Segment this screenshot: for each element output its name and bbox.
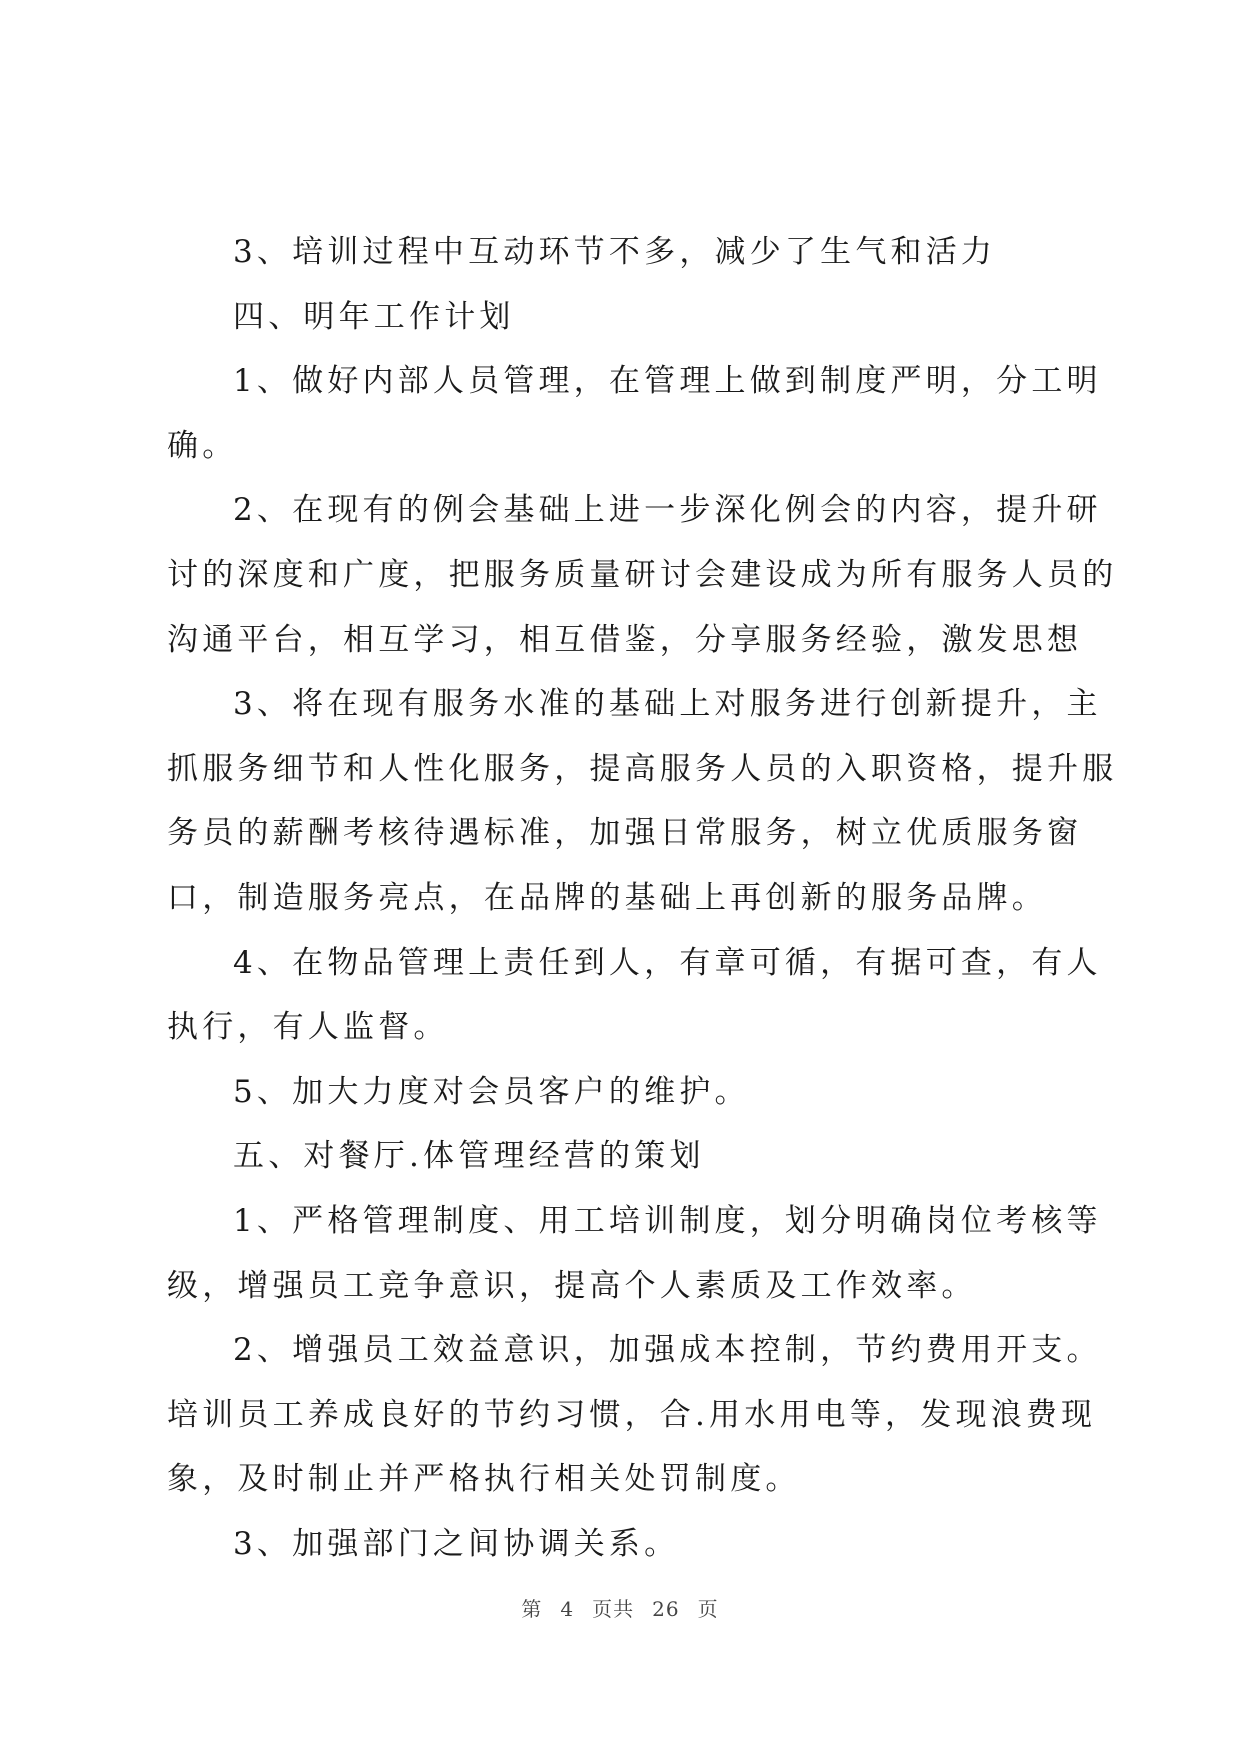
document-body [167,220,1127,1576]
paragraph-regular-meetings: 2、在现有的例会基础上进一步深化例会的内容，提升研讨的深度和广度，把服务质量研讨会建设成为所有服务人员的沟通平台，相互学习，相互借鉴，分享服务经验，激发思想 [167,492,1118,658]
footer-total-pages: 26 [652,1597,680,1621]
paragraph-staff-management: 1、做好内部人员管理，在管理上做到制度严明，分工明确。 [167,363,1102,464]
paragraph-service-innovation: 3、将在现有服务水准的基础上对服务进行创新提升，主抓服务细节和人性化服务，提高服务人员的入职资格，提升服务员的薪酬考核待遇标准，加强日常服务，树立优质服务窗口，制造服务亮点，在品牌的基础上再创新的服务品牌。 [167,686,1118,916]
paragraph-cost-control: 2、增强员工效益意识，加强成本控制，节约费用开支。培训员工养成良好的节约习惯，合.用水用电等，发现浪费现象，及时制止并严格执行相关处罚制度。 [167,1332,1102,1498]
paragraph-department-coordination: 3、加强部门之间协调关系。 [233,1525,680,1562]
paragraph-strict-management: 1、严格管理制度、用工培训制度，划分明确岗位考核等级，增强员工竞争意识，提高个人素质及工作效率。 [167,1202,1102,1304]
paragraph-member-maintenance: 5、加大力度对会员客户的维护。 [233,1073,750,1110]
footer-suffix: 页 [697,1597,719,1621]
page-number-footer [0,1593,1240,1622]
footer-current-page: 4 [560,1597,575,1621]
footer-prefix: 第 [521,1597,543,1621]
footer-middle: 页共 [592,1597,635,1621]
paragraph-training-interaction: 3、培训过程中互动环节不多，减少了生气和活力 [233,234,997,270]
section-heading-next-year-plan: 四、明年工作计划 [233,298,515,335]
paragraph-goods-management: 4、在物品管理上责任到人，有章可循，有据可查，有人执行，有人监督。 [167,944,1102,1046]
section-heading-restaurant-planning: 五、对餐厅.体管理经营的策划 [233,1138,705,1175]
